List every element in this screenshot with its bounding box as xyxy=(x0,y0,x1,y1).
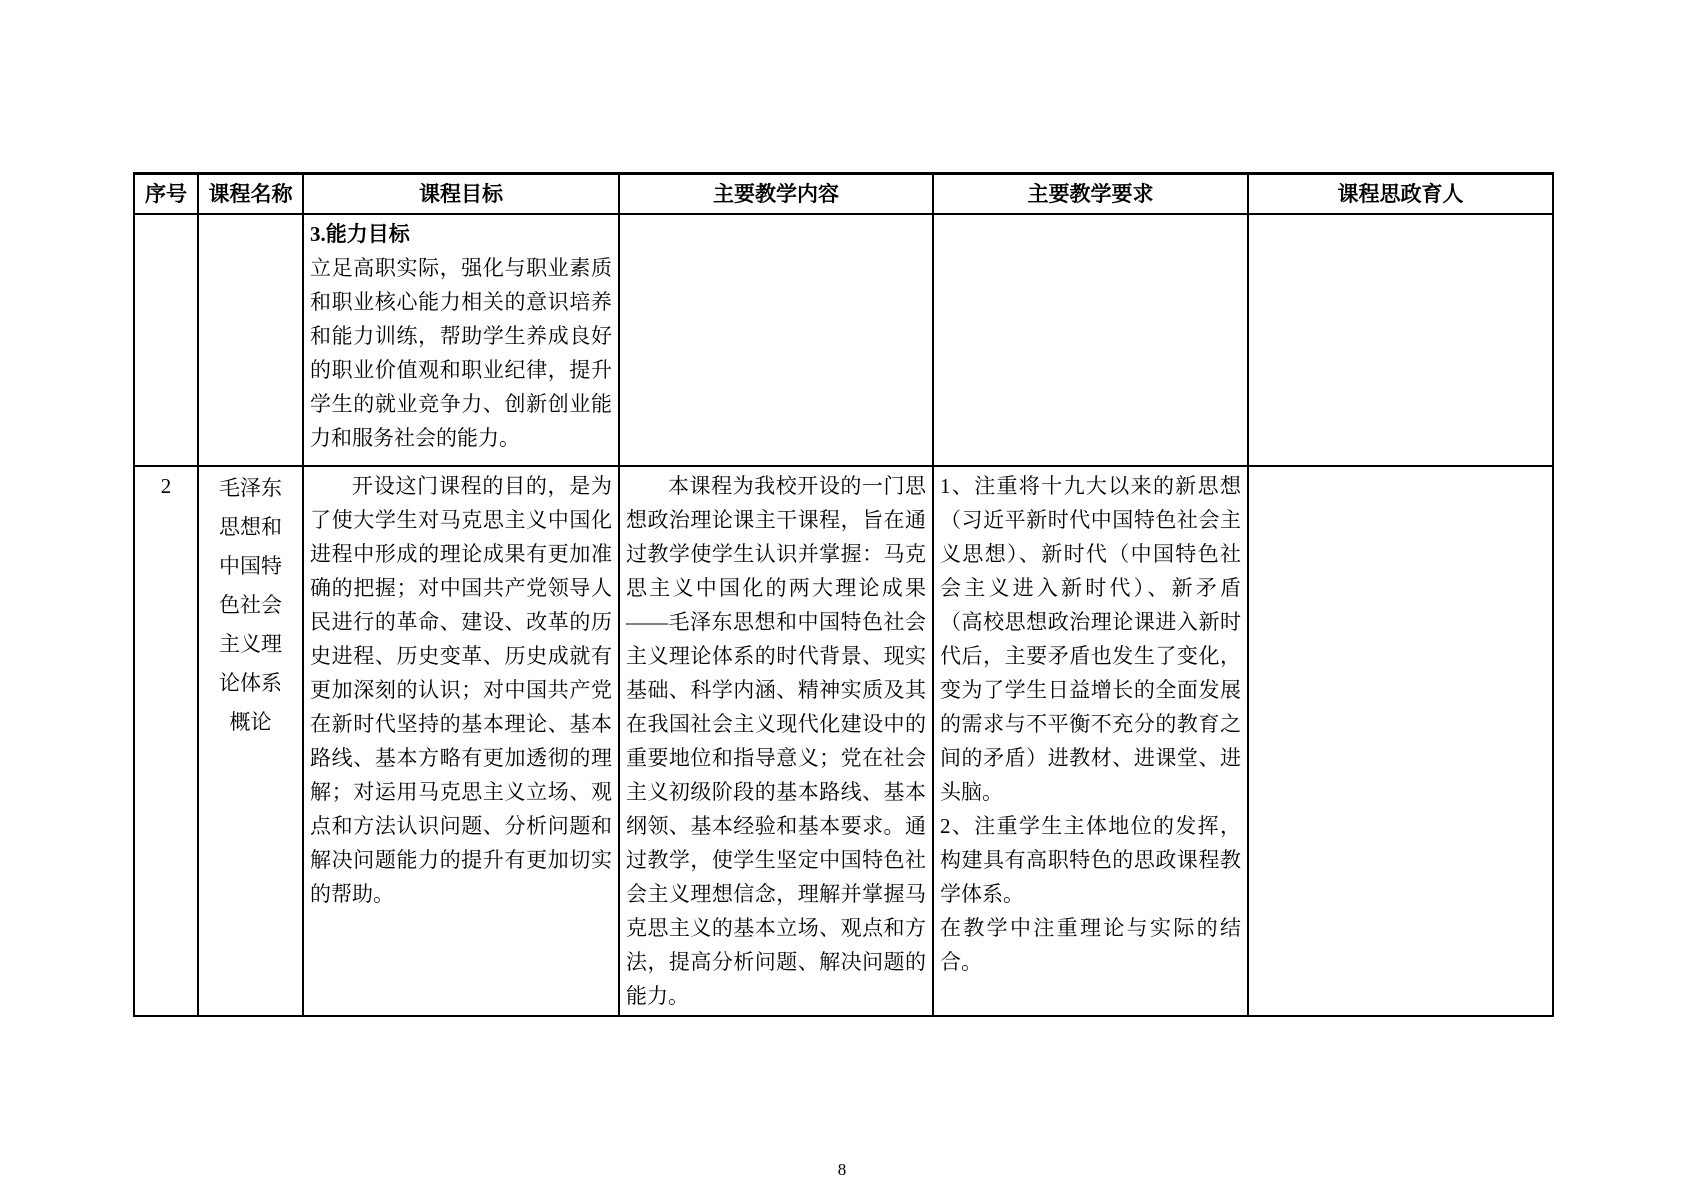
objectives-text: 开设这门课程的目的，是为了使大学生对马克思主义中国化进程中形成的理论成果有更加准确的把握；对中国共产党领导人民进行的革命、建设、改革的历史进程、历史变革、历史成就有更加深刻的认识；对中国共产党在新时代坚持的基本理论、基本路线、基本方略有更加透彻的理解；对运用马克思主义立场、观点和方法认识问题、分析问题和解决问题能力的提升有更加切实的帮助。 xyxy=(310,474,612,906)
cell-ideology xyxy=(1248,214,1553,466)
objectives-section-title: 3.能力目标 xyxy=(310,222,410,246)
requirement-item-3: 在教学中注重理论与实际的结合。 xyxy=(940,916,1241,974)
cell-seq: 2 xyxy=(134,466,198,1016)
cell-objectives xyxy=(303,466,619,1016)
cell-objectives xyxy=(303,214,619,466)
page-number: 8 xyxy=(837,1160,847,1179)
cell-ideology xyxy=(1248,466,1553,1016)
table-row xyxy=(134,214,1553,466)
header-course-objectives: 课程目标 xyxy=(303,174,619,215)
cell-course-name xyxy=(198,214,303,466)
cell-course-name xyxy=(198,466,303,1016)
requirement-item-2: 2、注重学生主体地位的发挥，构建具有高职特色的思政课程教学体系。 xyxy=(940,814,1241,906)
header-row xyxy=(134,174,1553,215)
header-teaching-content: 主要教学内容 xyxy=(619,174,933,215)
objectives-text: 立足高职实际，强化与职业素质和职业核心能力相关的意识培养和能力训练，帮助学生养成良好的职业价值观和职业纪律，提升学生的就业竞争力、创新创业能力和服务社会的能力。 xyxy=(310,256,612,450)
header-course-name: 课程名称 xyxy=(198,174,303,215)
cell-teaching-requirements xyxy=(933,214,1248,466)
cell-teaching-content xyxy=(619,466,933,1016)
cell-teaching-requirements xyxy=(933,466,1248,1016)
course-table-container xyxy=(133,172,1552,1017)
table-row xyxy=(134,466,1553,1016)
cell-teaching-content xyxy=(619,214,933,466)
header-teaching-requirements: 主要教学要求 xyxy=(933,174,1248,215)
header-ideology-education: 课程思政育人 xyxy=(1248,174,1553,215)
cell-seq xyxy=(134,214,198,466)
course-name-text: 毛泽东思想和中国特色社会主义理论体系概论 xyxy=(219,476,282,734)
course-table xyxy=(133,172,1554,1017)
teaching-content-text: 本课程为我校开设的一门思想政治理论课主干课程，旨在通过教学使学生认识并掌握：马克思主义中国化的两大理论成果——毛泽东思想和中国特色社会主义理论体系的时代背景、现实基础、科学内涵、精神实质及其在我国社会主义现代化建设中的重要地位和指导意义；党在社会主义初级阶段的基本路线、基本纲领、基本经验和基本要求。通过教学，使学生坚定中国特色社会主义理想信念，理解并掌握马克思主义的基本立场、观点和方法，提高分析问题、解决问题的能力。 xyxy=(626,474,926,1008)
requirement-item-1: 1、注重将十九大以来的新思想（习近平新时代中国特色社会主义思想）、新时代（中国特色社会主义进入新时代）、新矛盾（高校思想政治理论课进入新时代后，主要矛盾也发生了变化，变为了学生日益增长的全面发展的需求与不平衡不充分的教育之间的矛盾）进教材、进课堂、进头脑。 xyxy=(940,474,1241,804)
header-seq: 序号 xyxy=(134,174,198,215)
